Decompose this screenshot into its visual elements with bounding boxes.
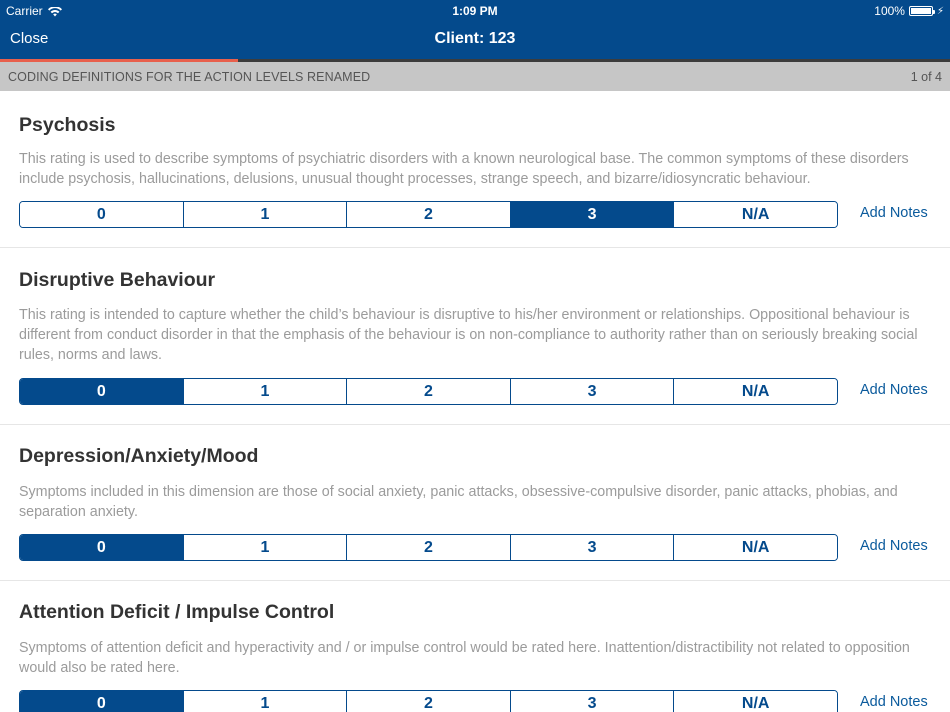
item-title: Psychosis — [19, 114, 116, 136]
rating-option[interactable]: N/A — [674, 535, 837, 560]
rating-option[interactable]: 2 — [347, 535, 511, 560]
rating-selector — [19, 534, 838, 561]
close-button[interactable]: Close — [10, 30, 49, 47]
add-notes-button[interactable]: Add Notes — [860, 382, 928, 398]
item-description: Symptoms of attention deficit and hyperactivity and / or impulse control would be rated here. Inattention/distractibility not related to opposition would also be rated here. — [19, 640, 910, 676]
add-notes-button[interactable]: Add Notes — [860, 205, 928, 221]
top-bar — [0, 0, 950, 62]
battery-icon — [909, 6, 933, 16]
rating-option[interactable]: 3 — [511, 535, 675, 560]
rating-item-disruptive-behaviour — [0, 248, 950, 425]
item-title: Depression/Anxiety/Mood — [19, 445, 259, 467]
page-indicator: 1 of 4 — [910, 70, 942, 84]
rating-option[interactable]: 2 — [347, 202, 511, 227]
item-description: Symptoms included in this dimension are those of social anxiety, panic attacks, obsessive-compulsive disorder, panic attacks, phobias, and separation anxiety. — [19, 484, 898, 520]
nav-title: Client: 123 — [434, 30, 516, 47]
add-notes-button[interactable]: Add Notes — [860, 538, 928, 554]
rating-item-depression-anxiety-mood — [0, 425, 950, 581]
item-description: This rating is intended to capture whether the child’s behaviour is disruptive to his/her environment or relationships. Oppositional behaviour is different from conduct disorder in that the emphasis of the behaviour is on non-compliance to authority rather than on seriously breaking social rules, norms and laws. — [19, 307, 918, 363]
rating-option[interactable]: 0 — [20, 535, 184, 560]
battery-group — [874, 4, 944, 18]
rating-option[interactable]: 2 — [347, 691, 511, 712]
section-header — [0, 62, 950, 91]
rating-option[interactable]: 1 — [184, 535, 348, 560]
status-bar — [0, 0, 950, 20]
rating-option[interactable]: 0 — [20, 691, 184, 712]
rating-selector — [19, 201, 838, 228]
rating-option[interactable]: 1 — [184, 202, 348, 227]
rating-option[interactable]: 3 — [511, 691, 675, 712]
rating-option[interactable]: N/A — [674, 379, 837, 404]
charging-icon: ⚡ — [936, 5, 944, 17]
add-notes-button[interactable]: Add Notes — [860, 694, 928, 710]
rating-option[interactable]: 1 — [184, 691, 348, 712]
rating-item-psychosis — [0, 91, 950, 248]
rating-option[interactable]: 1 — [184, 379, 348, 404]
item-description: This rating is used to describe symptoms of psychiatric disorders with a known neurological base. The common symptoms of these disorders include psychosis, hallucinations, delusions, unusual thought processes, strange speech, and bizarre/idiosyncratic behaviour. — [19, 151, 909, 187]
rating-option[interactable]: N/A — [674, 202, 837, 227]
rating-option[interactable]: 3 — [511, 202, 675, 227]
item-title: Disruptive Behaviour — [19, 269, 216, 291]
rating-item-attention-deficit — [0, 581, 950, 712]
section-title: CODING DEFINITIONS FOR THE ACTION LEVELS RENAMED — [8, 70, 371, 84]
rating-selector — [19, 378, 838, 405]
rating-selector — [19, 690, 838, 712]
rating-option[interactable]: 0 — [20, 202, 184, 227]
item-title: Attention Deficit / Impulse Control — [19, 601, 335, 623]
carrier-label: Carrier — [6, 4, 43, 18]
rating-option[interactable]: 0 — [20, 379, 184, 404]
rating-option[interactable]: 2 — [347, 379, 511, 404]
rating-option[interactable]: N/A — [674, 691, 837, 712]
rating-option[interactable]: 3 — [511, 379, 675, 404]
battery-percent: 100% — [874, 4, 905, 18]
status-time: 1:09 PM — [452, 4, 498, 18]
